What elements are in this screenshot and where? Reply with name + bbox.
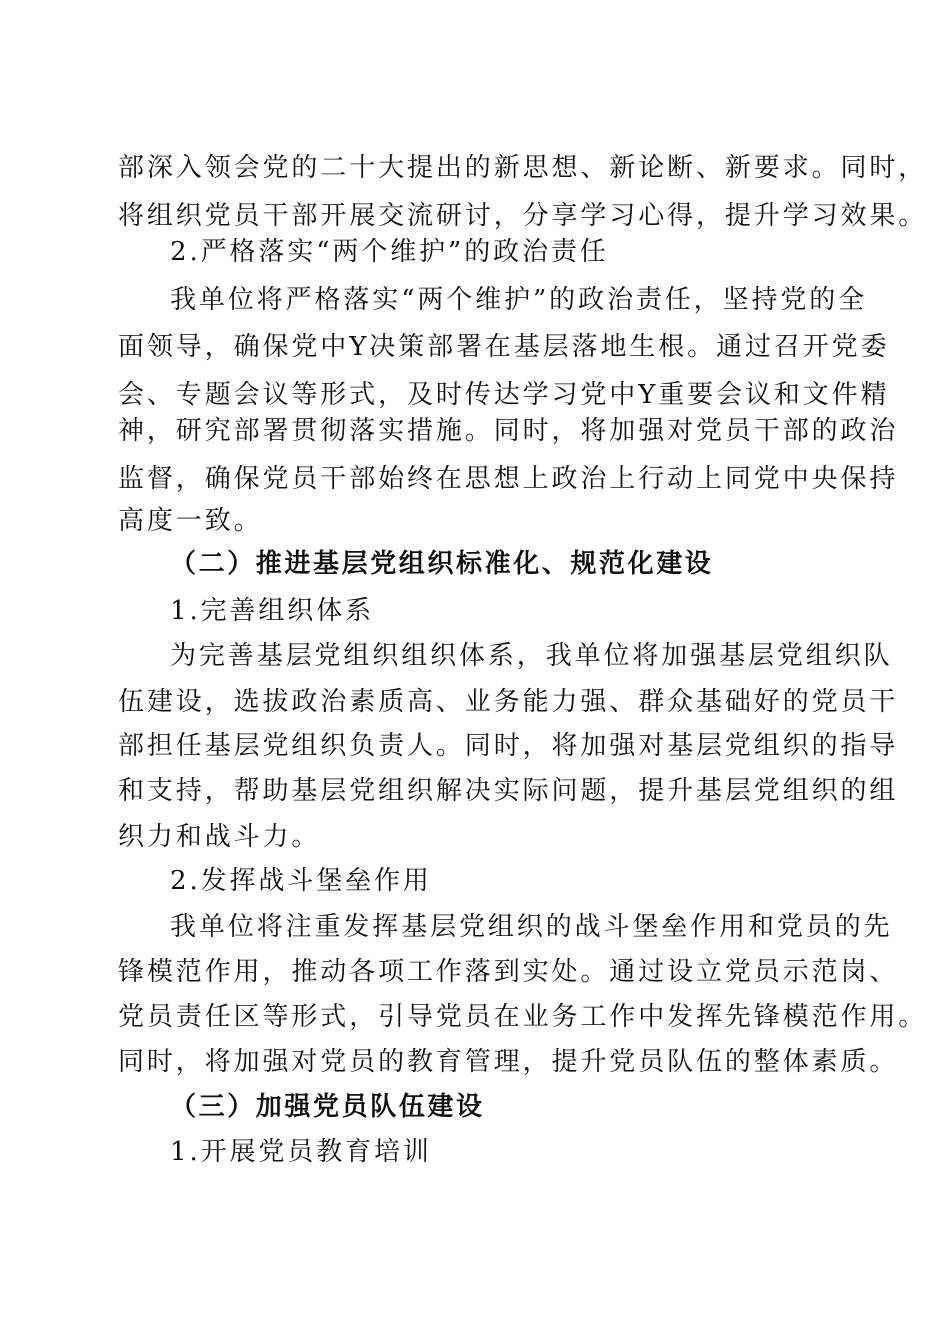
subheading-line: 2.发挥战斗堡垒作用	[170, 866, 432, 896]
paragraph-line: 部担任基层党组织负责人。同时，将加强对基层党组织的指导	[118, 731, 899, 761]
paragraph-line: 会、专题会议等形式，及时传达学习党中Y重要会议和文件精	[118, 380, 890, 410]
paragraph-line: 面领导，确保党中Y决策部署在基层落地生根。通过召开党委	[118, 332, 890, 362]
paragraph-line: 高度一致。	[118, 506, 263, 536]
paragraph-line: 我单位将严格落实“两个维护”的政治责任，坚持党的全	[170, 285, 868, 315]
section-heading: （三）加强党员队伍建设	[170, 1092, 485, 1122]
subheading-line: 2.严格落实“两个维护”的政治责任	[170, 237, 609, 267]
paragraph-line: 神，研究部署贯彻落实措施。同时，将加强对党员干部的政治	[118, 416, 899, 446]
paragraph-line: 织力和战斗力。	[118, 822, 321, 852]
paragraph-line: 锋模范作用，推动各项工作落到实处。通过设立党员示范岗、	[118, 957, 899, 987]
subheading-line: 1.开展党员教育培训	[170, 1137, 432, 1167]
paragraph-line: 监督，确保党员干部始终在思想上政治上行动上同党中央保持	[118, 464, 899, 494]
paragraph-line: 为完善基层党组织组织体系，我单位将加强基层党组织队	[170, 641, 893, 671]
paragraph-line: 党员责任区等形式，引导党员在业务工作中发挥先锋模范作用。	[118, 1002, 928, 1032]
paragraph-line: 将组织党员干部开展交流研讨，分享学习心得，提升学习效果。	[118, 201, 928, 231]
paragraph-line: 我单位将注重发挥基层党组织的战斗堡垒作用和党员的先	[170, 912, 893, 942]
paragraph-line: 同时，将加强对党员的教育管理，提升党员队伍的整体素质。	[118, 1047, 899, 1077]
section-heading: （二）推进基层党组织标准化、规范化建设	[170, 549, 714, 579]
paragraph-line: 伍建设，选拔政治素质高、业务能力强、群众基础好的党员干	[118, 687, 899, 717]
paragraph-line: 部深入领会党的二十大提出的新思想、新论断、新要求。同时，	[118, 153, 928, 183]
subheading-line: 1.完善组织体系	[170, 596, 375, 626]
paragraph-line: 和支持，帮助基层党组织解决实际问题，提升基层党组织的组	[118, 776, 899, 806]
